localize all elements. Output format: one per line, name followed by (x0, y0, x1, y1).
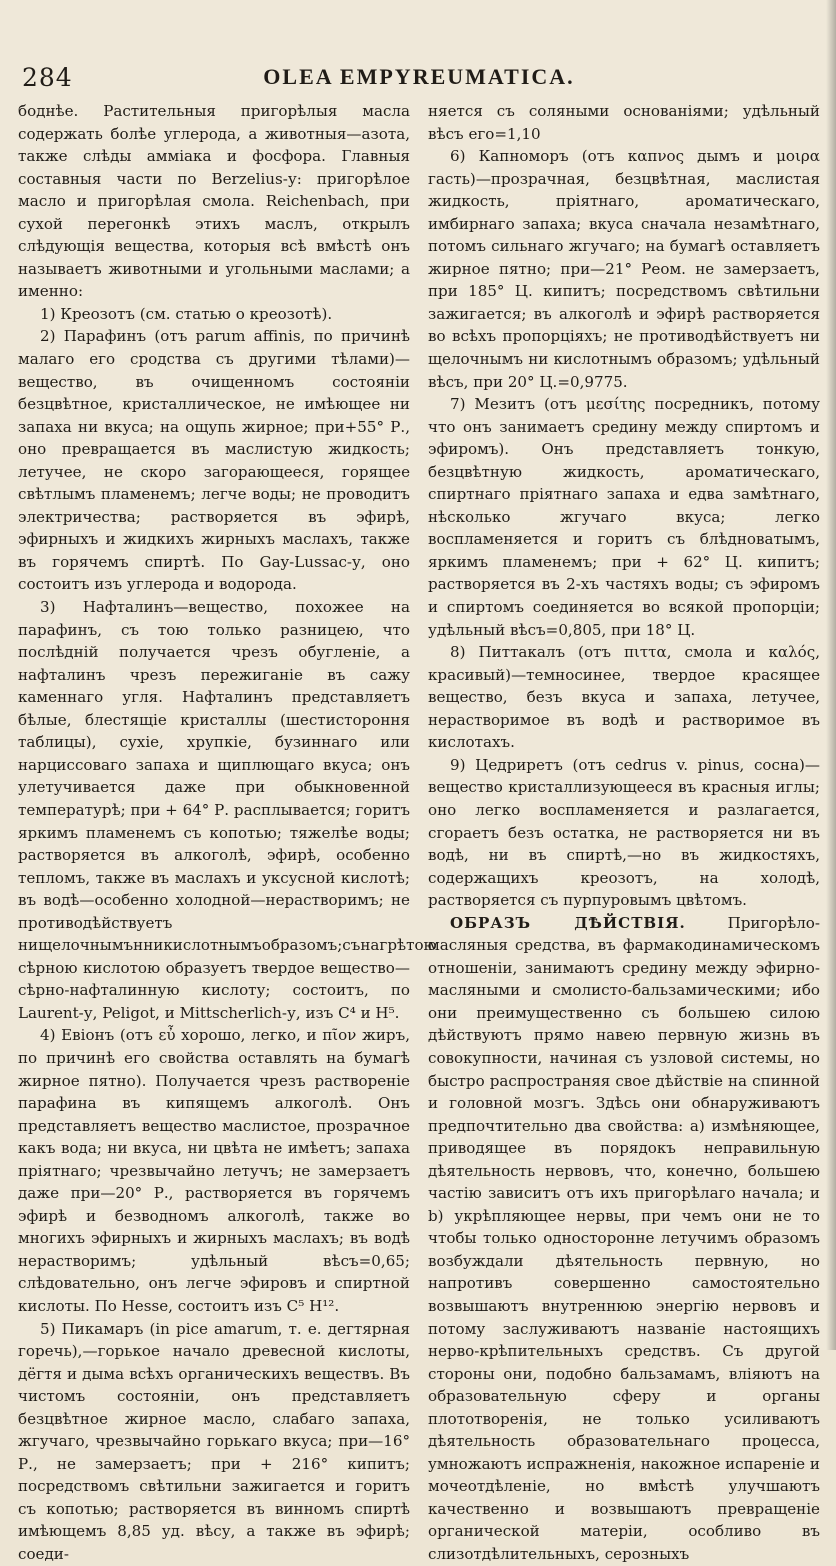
section-text: Пригорѣло-масляныя средства, въ фармакодинамическомъ отношеніи, занимаютъ средину между эфирно-масляными и смолисто-бальзамическими; ибо они преимущественно съ большею силою дѣйствуютъ прямо навею первную жизнь въ совокупности, начиная съ узловой системы, но быстро распространяя свое дѣйствіе на спинной и головной мозгъ. Здѣсь они обнаруживаютъ предпочтительно два свойства: a) измѣняющее, приводящее въ порядокъ неправильную дѣятельность нервовъ, что, конечно, большею частію зависитъ отъ ихъ пригорѣлаго начала; и b) укрѣпляющее нервы, при чемъ они не то чтобы только односторонне летучимъ образомъ возбуждали дѣятельность первную, но напротивъ совершенно самостоятельно возвышаютъ внутреннюю энергію нервовъ и потому заслуживаютъ названіе настоящихъ нерво-крѣпительныхъ средствъ. Съ другой стороны они, подобно бальзамамъ, вліяютъ на образовательную сферу и органы плототворенія, не только усиливаютъ дѣятельность образовательнаго процесса, умножаютъ испражненія, накожное испареніе и мочеотдѣленіе, но вмѣстѣ улучшаютъ качественно и возвышаютъ превращеніе органической матеріи, особливо въ слизотдѣлительныхъ, серозныхъ (428, 913, 820, 1563)
right-column (428, 100, 820, 1563)
paragraph-cedriret: 9) Цедриретъ (отъ cedrus v. pinus, сосна)—вещество кристаллизующееся въ красныя иглы; оно легко воспламеняется и разлагается, сгораетъ безъ остатка, не растворяется ни въ водѣ, ни въ спиртѣ,—но въ жидкостяхъ, содержащихъ креозотъ, на холодѣ, растворяется съ пурпуровымъ цвѣтомъ. (428, 755, 820, 910)
paragraph-continuation: няется съ соляными основаніями; удѣльный вѣсъ его=1,10 (428, 102, 820, 143)
paragraph-intro: боднѣе. Растительныя пригорѣлыя масла содержать болѣе углерода, а животныя—азота, также слѣды амміака и фосфора. Главныя составныя части по Berzelius-у: пригорѣлое масло и пригорѣлая смола. Reichenbach, при сухой перегонкѣ этихъ маслъ, открылъ слѣдующія вещества, которыя всѣ вмѣстѣ онъ называетъ животными и угольными маслами; а именно: (18, 102, 410, 301)
page-number: 284 (22, 62, 73, 92)
paragraph-picamar: 5) Пикамаръ (in pice amarum, т. е. дегтярная горечь),—горькое начало древесной кислоты, дёгтя и дыма всѣхъ органическихъ веществъ. Въ чистомъ состояніи, онъ представляетъ безцвѣтное жирное масло, слабаго запаха, жгучаго, чрезвычайно горькаго вкуса; при—16° Р., не замерзаетъ; при + 216° кипитъ; посредствомъ свѣтильни зажигается и горитъ съ копотью; растворяется въ винномъ спиртѣ имѣющемъ 8,85 уд. вѣсу, а также въ эфирѣ; соеди- (18, 1319, 410, 1563)
paragraph-creosote: 1) Креозотъ (см. статью о креозотѣ). (40, 304, 333, 323)
paragraph-mesit: 7) Мезитъ (отъ μεσίτης посредникъ, потому что онъ занимаетъ средину между спиртомъ и эфиромъ). Онъ представляетъ тонкую, безцвѣтную жидкость, ароматическаго, спиртнаго пріятнаго запаха и едва замѣтнаго, нѣсколько жгучаго вкуса; легко воспламеняется и горитъ съ блѣдноватымъ, яркимъ пламенемъ; при + 62° Ц. кипитъ; растворяется въ 2-хъ частяхъ воды; съ эфиромъ и спиртомъ соединяется во всякой пропорціи; удѣльный вѣсъ=0,805, при 18° Ц. (428, 395, 820, 639)
paragraph-naphthalene: 3) Нафталинъ—вещество, похожее на парафинъ, съ тою только разницею, что послѣдній получается чрезъ обугленіе, а нафталинъ чрезъ пережиганіе въ сажу каменнаго угля. Нафталинъ представляетъ бѣлые, блестящіе кристаллы (шестистороння таблицы), сухіе, хрупкіе, бузиннаго или нарциссоваго запаха и щиплющаго вкуса; онъ улетучивается даже при обыкновенной температурѣ; при + 64° Р. расплывается; горитъ яркимъ пламенемъ съ копотью; тяжелѣе воды; растворяется въ алкоголѣ, эфирѣ, особенно тепломъ, также въ маслахъ и уксусной кислотѣ; въ водѣ—особенно холодной—нерастворимъ; не противодѣйствуетъ нищелочнымънникислотнымъобразомъ;сънагрѣтою сѣрною кислотою образуетъ твердое вещество—сѣрно-нафталинную кислоту; состоитъ, по Laurent-у, Peligot, и Mittscherlich-у, изъ C⁴ и H⁵. (18, 598, 437, 1022)
paragraph-pittacal: 8) Питтакалъ (отъ πιττα, смола и καλός, красивый)—темносинее, твердое красящее вещество, безъ вкуса и запаха, летучее, нерастворимое въ водѣ и растворимое въ кислотахъ. (428, 643, 820, 752)
text-columns (18, 100, 820, 1563)
section-title: ОБРАЗЪ ДѢЙСТВІЯ. (450, 913, 686, 932)
page-header (18, 54, 820, 100)
section-mode-of-action (428, 912, 820, 1566)
left-column (18, 100, 437, 1563)
paragraph-capnomor: 6) Капноморъ (отъ καπνος дымъ и μοιρα гасть)—прозрачная, безцвѣтная, маслистая жидкость, пріятнаго, ароматическаго, имбирнаго запаха; вкуса сначала незамѣтнаго, потомъ сильнаго жгучаго; на бумагѣ оставляетъ жирное пятно; при—21° Реом. не замерзаетъ, при 185° Ц. кипитъ; посредствомъ свѣтильни зажигается; въ алкоголѣ и эфирѣ растворяется во всѣхъ пропорціяхъ; не противодѣйствуетъ ни щелочнымъ ни кислотнымъ образомъ; удѣльный вѣсъ, при 20° Ц.=0,9775. (428, 147, 820, 391)
paragraph-eupion: 4) Евіонъ (отъ εὖ хорошо, легко, и πῖον жиръ, по причинѣ его свойства оставлять на бумагѣ жирное пятно). Получается чрезъ раствореніе парафина въ кипящемъ алкоголѣ. Онъ представляетъ вещество маслистое, прозрачное какъ вода; ни вкуса, ни цвѣта не имѣетъ; запаха пріятнаго; чрезвычайно летучъ; не замерзаетъ даже при—20° Р., растворяется въ горячемъ эфирѣ и безводномъ алкоголѣ, также во многихъ эфирныхъ и жирныхъ маслахъ; въ водѣ нерастворимъ; удѣльный вѣсъ=0,65; слѣдовательно, онъ легче эфировъ и спиртной кислоты. По Hesse, состоитъ изъ C⁵ H¹². (18, 1026, 410, 1315)
running-head: OLEA EMPYREUMATICA. (263, 64, 575, 89)
paragraph-paraffin: 2) Парафинъ (отъ parum affinis, по причинѣ малаго его сродства съ другими тѣлами)—вещество, въ очищенномъ состояніи безцвѣтное, кристаллическое, не имѣющее ни запаха ни вкуса; на ощупь жирное; при+55° Р., оно превращается въ маслистую жидкость; летучее, не скоро загорающееся, горящее свѣтлымъ пламенемъ; легче воды; не проводитъ электричества; растворяется въ эфирѣ, эфирныхъ и жидкихъ жирныхъ маслахъ, также въ горячемъ спиртѣ. По Gay-Lussac-у, оно состоитъ изъ углерода и водорода. (18, 327, 410, 594)
